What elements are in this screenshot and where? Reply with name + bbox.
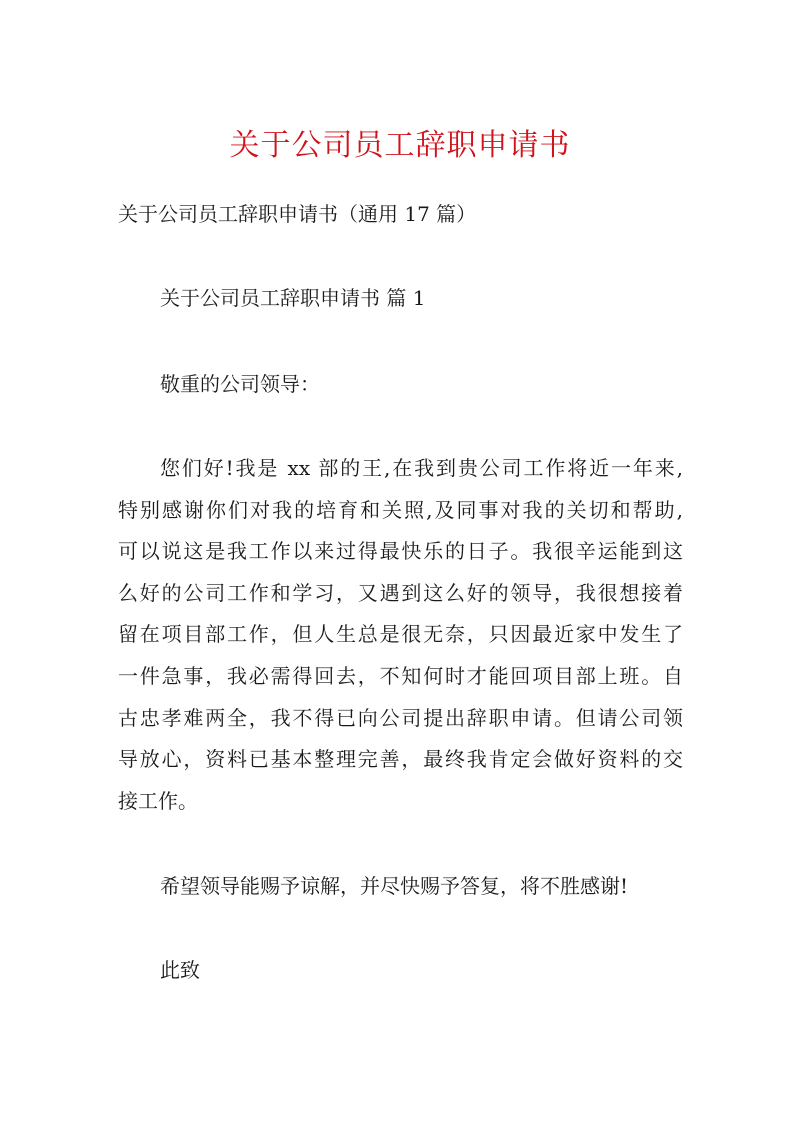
body-line: 接工作。 (118, 788, 198, 813)
body-line: 么好的公司工作和学习，又遇到这么好的领导，我很想接着 (118, 580, 683, 605)
letter-body (118, 448, 683, 822)
body-line: 您们好!我是 xx 部的王,在我到贵公司工作将近一年来, (160, 456, 683, 480)
body-line: 可以说这是我工作以来过得最快乐的日子。我很辛运能到这 (118, 539, 683, 564)
body-line: 一件急事，我必需得回去，不知何时才能回项目部上班。自 (118, 663, 683, 688)
section-heading: 关于公司员工辞职申请书 篇 1 (160, 286, 426, 310)
body-line: 导放心，资料已基本整理完善，最终我肯定会做好资料的交 (118, 747, 683, 772)
document-title: 关于公司员工辞职申请书 (229, 128, 571, 163)
body-line: 古忠孝难两全，我不得已向公司提出辞职申请。但请公司领 (118, 705, 683, 730)
letter-closing: 此致 (160, 958, 200, 982)
document-subtitle: 关于公司员工辞职申请书（通用 17 篇） (118, 202, 477, 226)
body-line: 留在项目部工作，但人生总是很无奈，只因最近家中发生了 (118, 622, 683, 647)
letter-hope: 希望领导能赐予谅解，并尽快赐予答复，将不胜感谢! (160, 874, 629, 898)
body-line: 特别感谢你们对我的培育和关照,及同事对我的关切和帮助, (118, 497, 683, 522)
letter-greeting: 敬重的公司领导： (160, 372, 320, 396)
